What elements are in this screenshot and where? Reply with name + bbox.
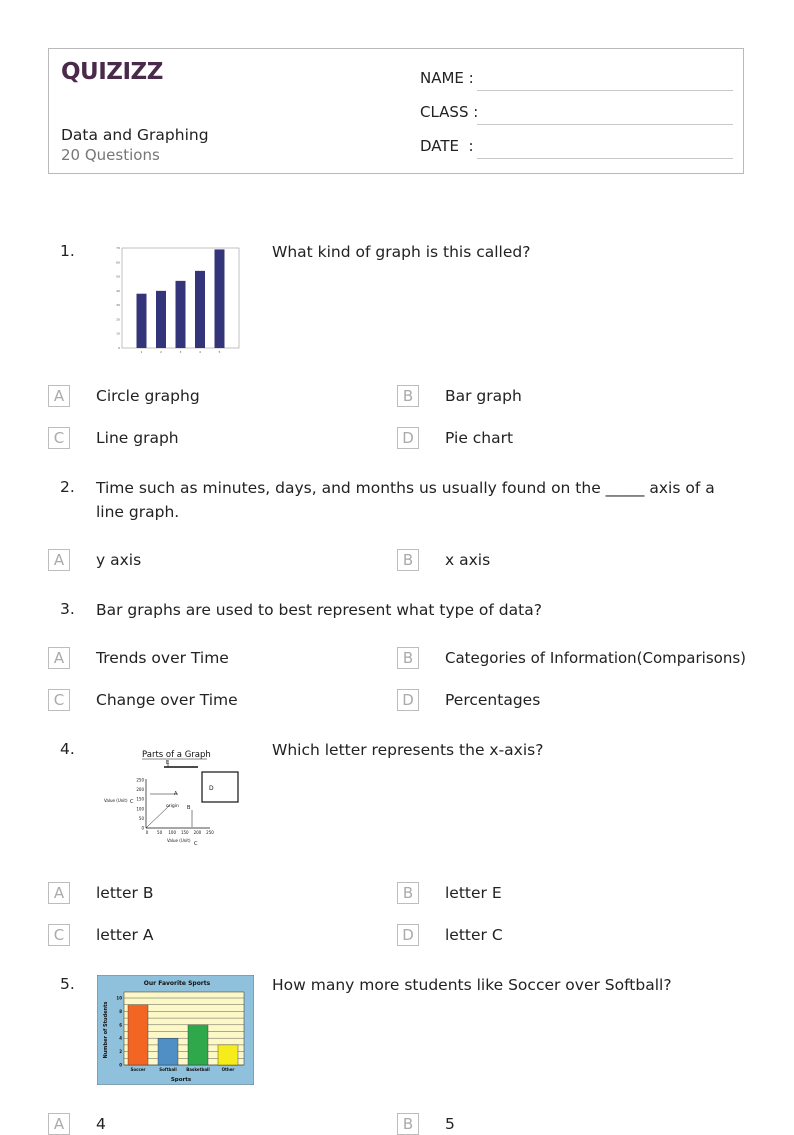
q4-y-tick: 200 (136, 787, 144, 793)
q5-x-tick: Other (221, 1067, 235, 1072)
q1-y-tick: 30 (116, 303, 120, 308)
quizizz-logo: QUIZIZZ (61, 59, 163, 85)
q4-y-tick: 150 (136, 796, 144, 802)
q5-y-tick: 2 (119, 1049, 122, 1055)
q1-bar (137, 294, 147, 348)
q4-y-tick: 100 (136, 806, 144, 812)
q5-y-tick: 8 (119, 1008, 122, 1014)
option-letter[interactable]: B (397, 385, 419, 407)
option-letter[interactable]: A (48, 882, 70, 904)
q5-y-tick: 10 (116, 995, 122, 1001)
q4-x-tick: 200 (193, 830, 202, 835)
q1-y-tick: 40 (116, 288, 120, 293)
option-text[interactable]: Pie chart (445, 429, 514, 447)
label-c-x: C (194, 841, 198, 847)
option-text[interactable]: 4 (96, 1115, 106, 1133)
q4-x-tick: 150 (180, 830, 189, 835)
q1-bar (215, 249, 225, 348)
q5-favorite-sports-chart-image (97, 975, 254, 1085)
q4-parts-of-graph-image (100, 740, 256, 858)
date-label: DATE : (420, 137, 474, 155)
chart-title: Our Favorite Sports (143, 980, 211, 987)
origin-label: origin (166, 804, 179, 809)
question-text: What kind of graph is this called? (272, 243, 531, 261)
q5-y-tick: 6 (119, 1022, 122, 1028)
option-letter[interactable]: A (48, 549, 70, 571)
question-text: How many more students like Soccer over Softball? (272, 976, 672, 994)
option-letter[interactable]: B (397, 647, 419, 669)
option-text[interactable]: Bar graph (445, 387, 522, 405)
option-letter[interactable]: B (397, 549, 419, 571)
option-letter[interactable]: C (48, 689, 70, 711)
question-number: 3. (60, 600, 75, 618)
question-text: Which letter represents the x-axis? (272, 741, 544, 759)
q4-y-tick: 50 (138, 815, 144, 821)
option-letter[interactable]: C (48, 427, 70, 449)
q4-y-tick: 0 (141, 825, 144, 831)
question-text: Bar graphs are used to best represent what type of data? (96, 601, 542, 619)
option-letter[interactable]: D (397, 427, 419, 449)
q4-x-tick: 100 (168, 830, 177, 835)
q1-y-tick: 0 (118, 346, 120, 350)
worksheet-header (48, 48, 744, 174)
option-letter[interactable]: B (397, 1113, 419, 1135)
question-count: 20 Questions (61, 146, 160, 164)
q1-y-tick: 10 (116, 331, 120, 336)
q1-bar (156, 291, 166, 348)
q5-x-tick: Basketball (186, 1067, 210, 1072)
q5-y-tick: 0 (119, 1062, 122, 1068)
q1-y-tick: 70 (116, 246, 120, 250)
option-text[interactable]: letter E (445, 884, 502, 902)
option-letter[interactable]: A (48, 1113, 70, 1135)
class-label: CLASS : (420, 103, 479, 121)
option-text[interactable]: Percentages (445, 691, 541, 709)
x-axis-label: Value (Unit) (167, 838, 191, 843)
question-number: 1. (60, 242, 75, 260)
q4-x-tick: 250 (206, 830, 214, 835)
q1-x-tick: 2 (160, 350, 162, 354)
y-axis-label: Value (Unit) (104, 798, 128, 803)
option-text[interactable]: Trends over Time (96, 649, 229, 667)
name-line[interactable] (477, 90, 733, 91)
option-text[interactable]: Categories of Information(Comparisons) (445, 649, 747, 667)
option-letter[interactable]: D (397, 689, 419, 711)
option-text[interactable]: Circle graphg (96, 387, 200, 405)
q5-y-tick: 4 (119, 1035, 122, 1041)
label-d: D (209, 785, 214, 792)
q4-y-tick: 250 (136, 777, 144, 783)
x-axis-label: Sports (170, 1077, 192, 1083)
option-text[interactable]: y axis (96, 551, 142, 569)
q1-y-tick: 60 (116, 260, 120, 265)
q5-bar (128, 1005, 148, 1065)
option-letter[interactable]: C (48, 924, 70, 946)
date-line[interactable] (477, 158, 733, 159)
q1-x-tick: 1 (140, 350, 143, 354)
option-letter[interactable]: A (48, 385, 70, 407)
q5-x-tick: Soccer (130, 1067, 146, 1072)
q1-bar-chart-image (108, 244, 244, 356)
option-text[interactable]: Change over Time (96, 691, 238, 709)
q1-x-tick: 5 (218, 350, 221, 354)
q4-x-tick: 50 (157, 830, 163, 835)
q1-bar (176, 281, 186, 348)
option-text[interactable]: x axis (445, 551, 491, 569)
q5-bar (158, 1038, 178, 1065)
question-text: Time such as minutes, days, and months us usually found on the _____ axis of a line graph. (96, 479, 715, 521)
option-letter[interactable]: A (48, 647, 70, 669)
option-text[interactable]: letter C (445, 926, 503, 944)
class-line[interactable] (477, 124, 733, 125)
label-e: E (166, 760, 170, 766)
q1-y-tick: 20 (116, 317, 120, 322)
option-letter[interactable]: B (397, 882, 419, 904)
option-letter[interactable]: D (397, 924, 419, 946)
label-a: A (174, 791, 178, 797)
q1-x-tick: 3 (179, 350, 182, 354)
diagram-title: Parts of a Graph (142, 750, 211, 760)
y-axis-label: Number of Students (103, 1001, 109, 1059)
worksheet-title: Data and Graphing (61, 126, 209, 144)
q5-x-tick: Softball (159, 1067, 177, 1072)
question-number: 4. (60, 740, 75, 758)
question-number: 2. (60, 478, 75, 496)
option-text[interactable]: 5 (445, 1115, 455, 1133)
q5-bar (188, 1025, 208, 1065)
q1-bar (195, 271, 205, 348)
option-text[interactable]: letter B (96, 884, 154, 902)
label-c: C (130, 799, 134, 805)
label-b: B (187, 805, 191, 811)
q5-bar (218, 1045, 238, 1065)
name-label: NAME : (420, 69, 474, 87)
q4-x-tick: 0 (145, 830, 149, 835)
q1-y-tick: 50 (116, 274, 120, 279)
q1-x-tick: 4 (199, 350, 201, 354)
option-text[interactable]: Line graph (96, 429, 179, 447)
option-text[interactable]: letter A (96, 926, 154, 944)
question-number: 5. (60, 975, 75, 993)
